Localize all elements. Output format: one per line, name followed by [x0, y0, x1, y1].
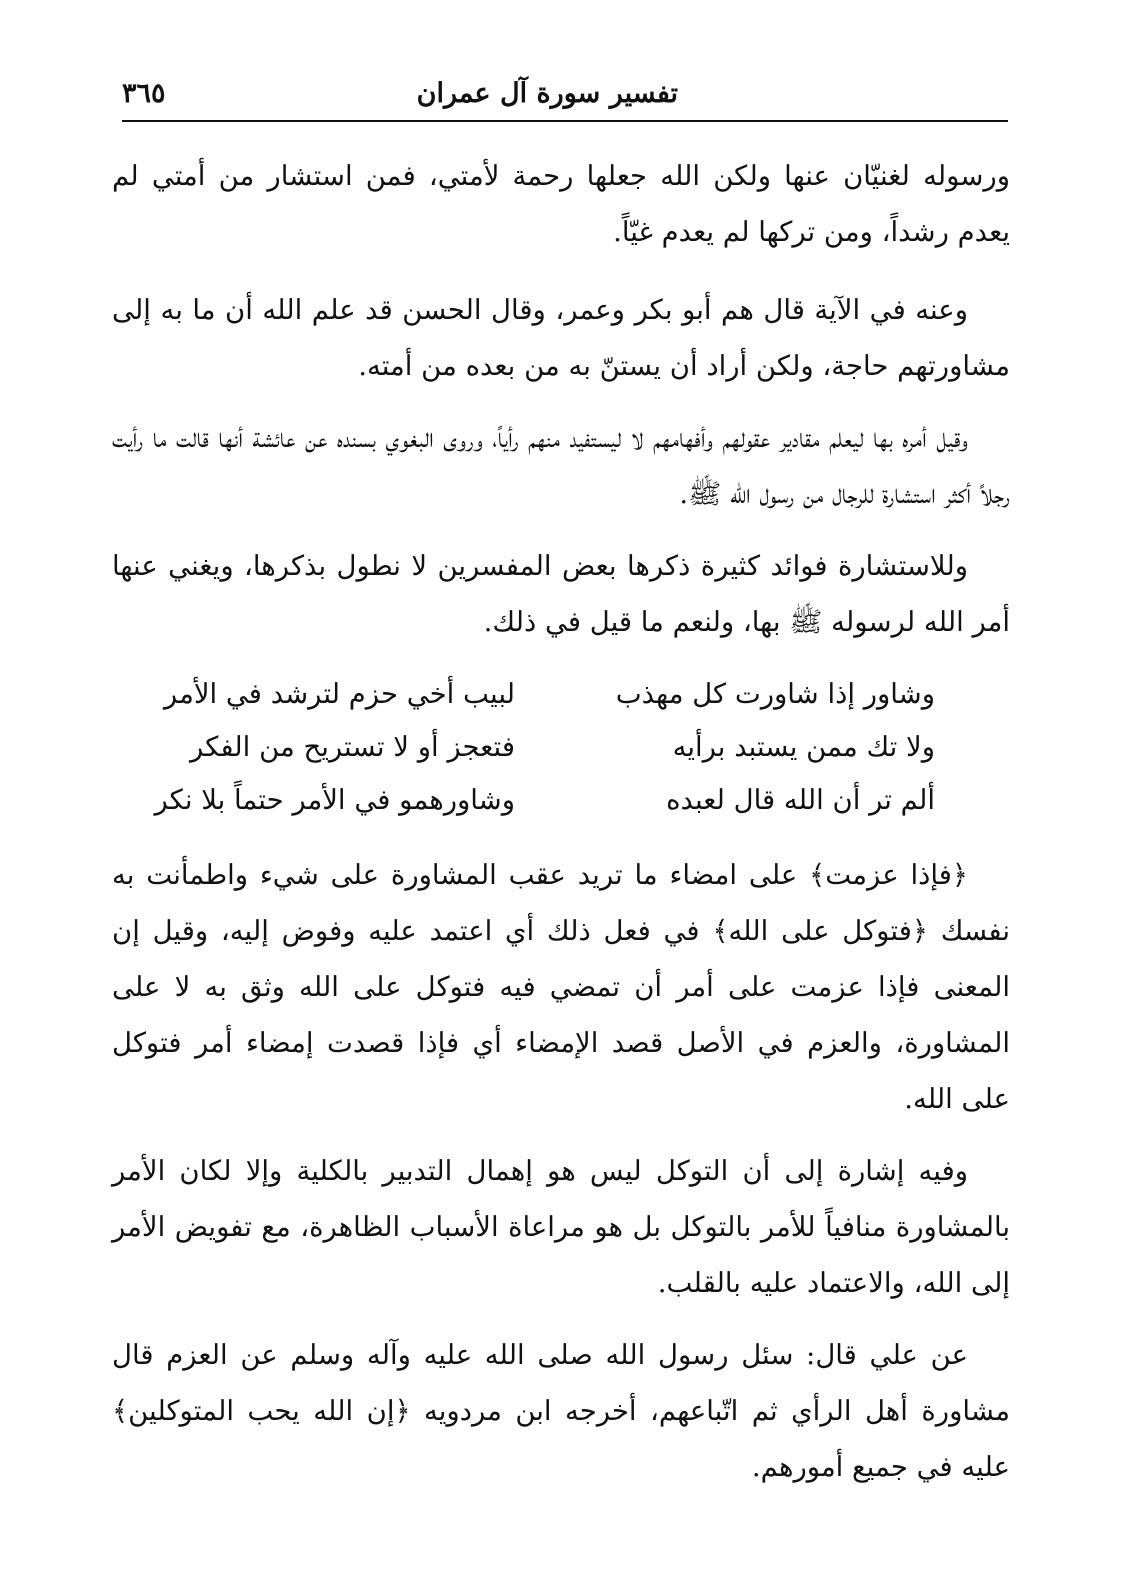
paragraph-5: ﴿فإذا عزمت﴾ على امضاء ما تريد عقب المشاورة على شيء واطمأنت به نفسك ﴿فتوكل على الله﴾ في فعل ذلك أي اعتمد عليه وفوض إليه، وقيل إن المعنى فإذا عزمت على أمر أن تمضي فيه فتوكل على الله وثق به لا على المشاورة، والعزم في الأصل قصد الإمضاء أي فإذا قصدت إمضاء أمر فتوكل على الله. [112, 859, 1010, 1115]
verse-second-hemistich: لبيب أخي حزم لترشد في الأمر [163, 678, 515, 710]
paragraph-4: وللاستشارة فوائد كثيرة ذكرها بعض المفسرين لا نطول بذكرها، ويغني عنها أمر الله لرسوله ﷺ بها، ولنعم ما قيل في ذلك. [112, 550, 1010, 638]
verse-first-hemistich: ولا تك ممن يستبد برأيه [672, 731, 935, 763]
verse-first-hemistich: ألم تر أن الله قال لعبده [666, 784, 935, 816]
paragraph-1: ورسوله لغنيّان عنها ولكن الله جعلها رحمة لأمتي، فمن استشار من أمتي لم يعدم رشداً، ومن تركها لم يعدم غيّاً. [112, 160, 1010, 248]
paragraph-3: وقيل أمره بها ليعلم مقادير عقولهم وأفهامهم لا ليستفيد منهم رأياً، وروى البغوي بسنده عن عائشة أنها قالت ما رأيت رجلاً أكثر استشارة للرجال من رسول الله ﷺ. [112, 422, 1010, 510]
verse-second-hemistich: وشاورهمو في الأمر حتماً بلا نكر [154, 784, 515, 816]
paragraph-2: وعنه في الآية قال هم أبو بكر وعمر، وقال الحسن قد علم الله أن ما به إلى مشاورتهم حاجة، ولكن أراد أن يستنّ به من بعده من أمته. [112, 294, 1010, 382]
verse-second-hemistich: فتعجز أو لا تستريح من الفكر [190, 731, 515, 763]
page-header [122, 70, 1008, 120]
header-rule [122, 120, 1008, 122]
poem-verse [112, 668, 1010, 721]
page-body [112, 148, 1010, 1495]
page-number: ٣٦٥ [122, 78, 166, 109]
poem [112, 668, 1010, 827]
running-title: تفسير سورة آل عمران [416, 78, 678, 109]
paragraph-7: عن علي قال: سئل رسول الله صلى الله عليه وآله وسلم عن العزم قال مشاورة أهل الرأي ثم اتّباعهم، أخرجه ابن مردويه ﴿إن الله يحب المتوكلين﴾ عليه في جميع أمورهم. [112, 1339, 1010, 1483]
poem-verse [112, 774, 1010, 827]
poem-verse [112, 721, 1010, 774]
verse-first-hemistich: وشاور إذا شاورت كل مهذب [615, 678, 935, 710]
paragraph-6: وفيه إشارة إلى أن التوكل ليس هو إهمال التدبير بالكلية وإلا لكان الأمر بالمشاورة منافياً للأمر بالتوكل بل هو مراعاة الأسباب الظاهرة، مع تفويض الأمر إلى الله، والاعتماد عليه بالقلب. [112, 1155, 1010, 1299]
